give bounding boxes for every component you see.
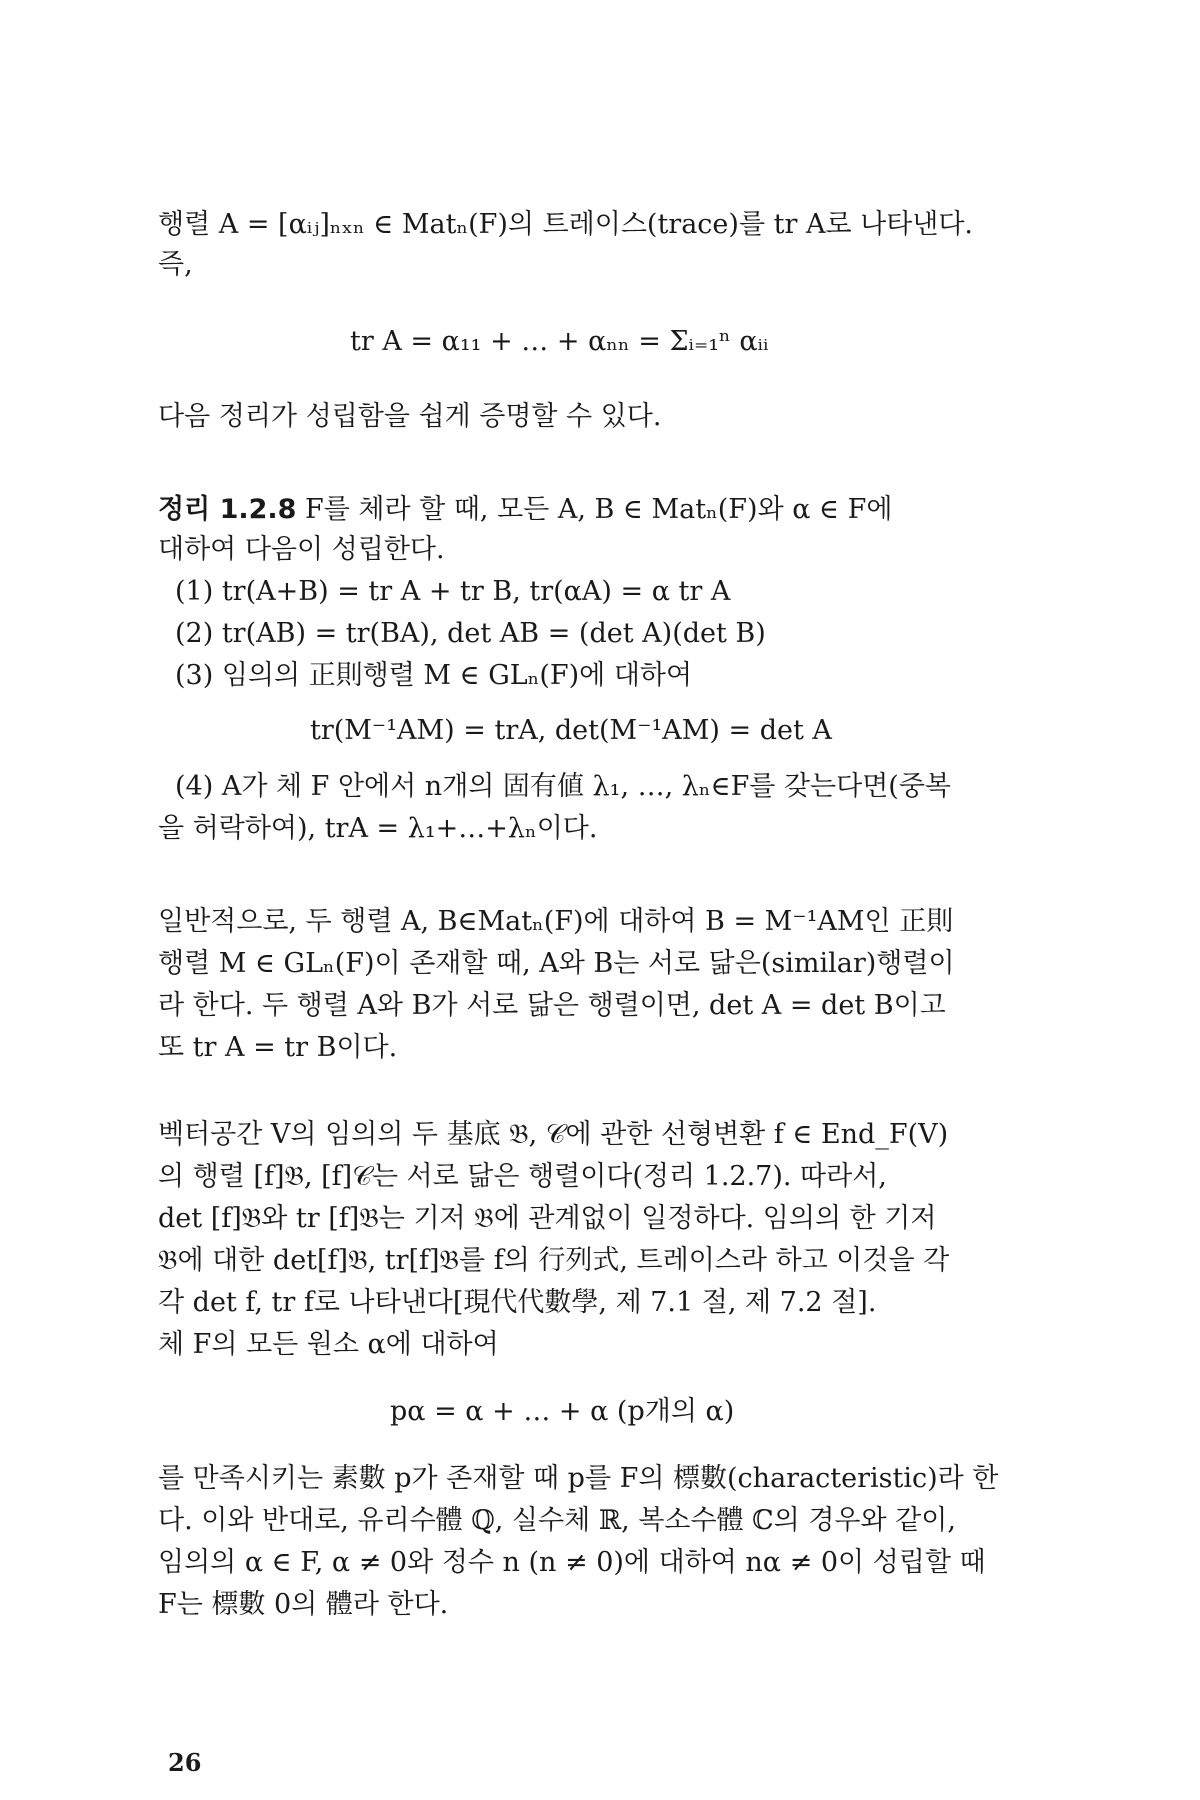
equation: pα = α + … + α (p개의 α)	[390, 1396, 735, 1427]
equation: tr A = α₁₁ + … + αₙₙ = Σᵢ₌₁ⁿ αᵢᵢ	[350, 326, 769, 357]
text-line: 다음 정리가 성립함을 쉽게 증명할 수 있다.	[158, 401, 662, 432]
text-line: 를 만족시키는 素數 p가 존재할 때 p를 F의 標數(characteristic)라 한	[158, 1463, 999, 1494]
text-line: (1) tr(A+B) = tr A + tr B, tr(αA) = α tr A	[175, 576, 731, 607]
text-line: 벡터공간 V의 임의의 두 基底 𝔅, 𝒞에 관한 선형변환 f ∈ End_F(V)	[158, 1119, 949, 1150]
theorem-text: F를 체라 할 때, 모든 A, B ∈ Matₙ(F)와 α ∈ F에	[305, 494, 893, 525]
theorem-label: 정리 1.2.8	[158, 494, 297, 525]
text-line: 행렬 A = [αᵢⱼ]ₙₓₙ ∈ Matₙ(F)의 트레이스(trace)를 tr A로 나타낸다.	[158, 209, 974, 240]
text-line: 각 det f, tr f로 나타낸다[現代代數學, 제 7.1 절, 제 7.2 절].	[158, 1287, 877, 1318]
text-line: 대하여 다음이 성립한다.	[158, 534, 445, 565]
text-line: F는 標數 0의 體라 한다.	[158, 1589, 449, 1620]
text-line: (2) tr(AB) = tr(BA), det AB = (det A)(det B)	[175, 618, 766, 649]
text-line: 라 한다. 두 행렬 A와 B가 서로 닮은 행렬이면, det A = det B이고	[158, 990, 946, 1021]
text-line: 행렬 M ∈ GLₙ(F)이 존재할 때, A와 B는 서로 닮은(similar)행렬이	[158, 948, 955, 979]
text-line: 임의의 α ∈ F, α ≠ 0와 정수 n (n ≠ 0)에 대하여 nα ≠ 0이 성립할 때	[158, 1547, 986, 1578]
equation: tr(M⁻¹AM) = trA, det(M⁻¹AM) = det A	[310, 715, 832, 746]
text-line: det [f]𝔅와 tr [f]𝔅는 기저 𝔅에 관계없이 일정하다. 임의의 한 기저	[158, 1203, 937, 1234]
text-line: 의 행렬 [f]𝔅, [f]𝒞는 서로 닮은 행렬이다(정리 1.2.7). 따라서,	[158, 1161, 887, 1192]
text-line: 또 tr A = tr B이다.	[158, 1032, 398, 1063]
text-line: 다. 이와 반대로, 유리수體 ℚ, 실수체 ℝ, 복소수體 ℂ의 경우와 같이,	[158, 1505, 956, 1536]
text-line: 체 F의 모든 원소 α에 대하여	[158, 1329, 499, 1360]
text-line: (3) 임의의 正則행렬 M ∈ GLₙ(F)에 대하여	[175, 660, 693, 691]
text-line: (4) A가 체 F 안에서 n개의 固有値 λ₁, …, λₙ∈F를 갖는다면(중복	[175, 771, 951, 802]
page-number: 26	[168, 1748, 202, 1777]
text-line: 즉,	[158, 249, 193, 280]
text-line: 𝔅에 대한 det[f]𝔅, tr[f]𝔅를 f의 行列式, 트레이스라 하고 이것을 각	[158, 1245, 950, 1276]
text-line: 을 허락하여), trA = λ₁+…+λₙ이다.	[158, 813, 598, 844]
theorem-line	[158, 493, 892, 527]
text-line: 일반적으로, 두 행렬 A, B∈Matₙ(F)에 대하여 B = M⁻¹AM인 正則	[158, 906, 954, 937]
